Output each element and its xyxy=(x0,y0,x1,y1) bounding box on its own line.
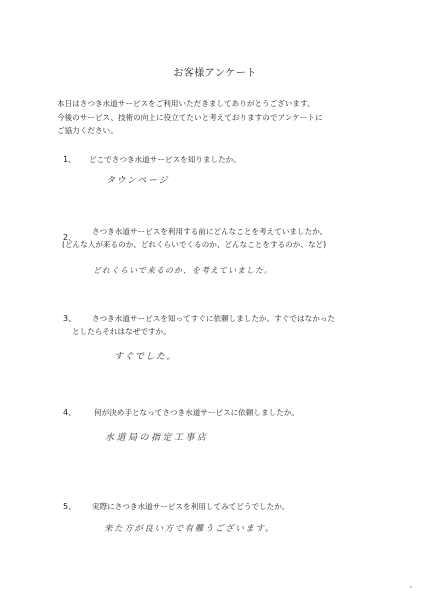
scan-speck xyxy=(410,586,412,588)
question-4-text xyxy=(94,406,299,419)
question-3-answer: すぐでした。 xyxy=(114,352,178,362)
question-line: 実際にさつき水道サービスを利用してみてどうでしたか。 xyxy=(92,502,290,511)
question-1-number: 1、 xyxy=(63,155,77,164)
question-5-answer: 来た方が良い方で有難うございます。 xyxy=(104,524,276,534)
question-3-text xyxy=(72,312,335,338)
question-3-number: 3、 xyxy=(63,314,77,323)
question-2-number: 2、 xyxy=(63,233,77,242)
question-line: どこでさつき水道サービスを知りましたか。 xyxy=(89,155,241,164)
question-line: (どんな人が来るのか、どれくらいでくるのか、どんなことをするのか、など) xyxy=(62,240,327,249)
question-2-answer: どれくらいで来るのか、を考えていました。 xyxy=(93,266,273,275)
intro-line: 今後のサービス、技術の向上に役立てたいと考えておりますのでアンケートに xyxy=(57,112,323,122)
intro-line: 本日はさつき水道サービスをご利用いただきましてありがとうございます。 xyxy=(57,99,315,108)
question-5-number: 5、 xyxy=(63,502,77,511)
intro-line: ご協力ください。 xyxy=(57,126,118,135)
question-1-text xyxy=(89,153,241,166)
question-1-answer: タウンページ xyxy=(106,176,169,186)
question-4-number: 4、 xyxy=(63,408,77,417)
question-2-text xyxy=(62,225,328,251)
question-line: 何が決め手となってさつき水道サービスに依頼しましたか。 xyxy=(94,408,300,417)
page-title: お客様アンケート xyxy=(173,68,257,79)
question-line: さつき水道サービスを知ってすぐに依頼しましたか。すぐではなかった xyxy=(92,314,335,323)
question-5-text xyxy=(92,500,289,513)
question-line: さつき水道サービスを利用する前にどんなことを考えていましたか。 xyxy=(92,227,328,236)
intro-paragraph xyxy=(57,97,387,138)
question-4-answer: 水道局の指定工事店 xyxy=(105,433,209,443)
question-line: としたらそれはなぜですか。 xyxy=(72,327,171,336)
